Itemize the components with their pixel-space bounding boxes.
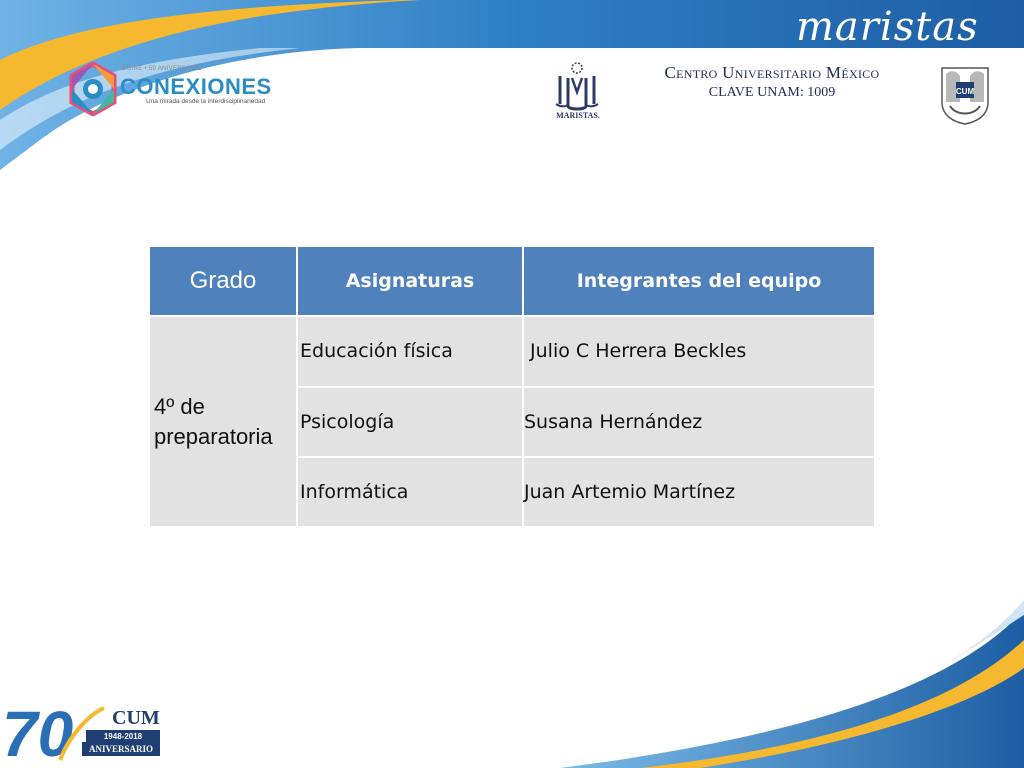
- table-header-row: [149, 246, 875, 316]
- anniversary-number: 70: [2, 698, 74, 768]
- institution-clave: CLAVE UNAM: 1009: [708, 85, 836, 100]
- anniversary-label: ANIVERSARIO: [82, 742, 160, 756]
- conexiones-tagline: Una mirada desde la interdisciplinariedad: [146, 98, 266, 105]
- integrante-cell: Juan Artemio Martínez: [523, 457, 875, 527]
- conexiones-logo: [66, 62, 272, 118]
- asignatura-cell: Educación física: [297, 316, 523, 386]
- cum-monogram-text: CUM: [112, 707, 160, 729]
- institution-title: Centro Universitario México: [664, 63, 880, 82]
- team-table: [148, 245, 876, 528]
- svg-text:CUM: CUM: [955, 87, 975, 96]
- institution-header: [612, 62, 932, 102]
- header-grado: Grado: [149, 246, 297, 316]
- anniversary-years: 1948-2018: [86, 730, 160, 743]
- integrante-cell: Susana Hernández: [523, 387, 875, 457]
- conexiones-title: CONEXIONES: [120, 74, 272, 99]
- integrante-cell: Julio C Herrera Beckles: [523, 316, 875, 386]
- asignatura-cell: Psicología: [297, 387, 523, 457]
- maristas-script-logo: maristas: [796, 4, 979, 50]
- conexiones-small-text: DGIRE • 50 ANIVERSARIO: [122, 66, 203, 72]
- grado-cell: 4º de preparatoria: [149, 316, 297, 527]
- cum-crest-icon: [936, 62, 994, 126]
- header-integrantes: Integrantes del equipo: [523, 246, 875, 316]
- table-row: [149, 316, 875, 386]
- asignatura-cell: Informática: [297, 457, 523, 527]
- header-asignaturas: Asignaturas: [297, 246, 523, 316]
- maristas-label: MARISTAS.: [556, 111, 600, 120]
- conexiones-hexagon-icon: [66, 62, 120, 116]
